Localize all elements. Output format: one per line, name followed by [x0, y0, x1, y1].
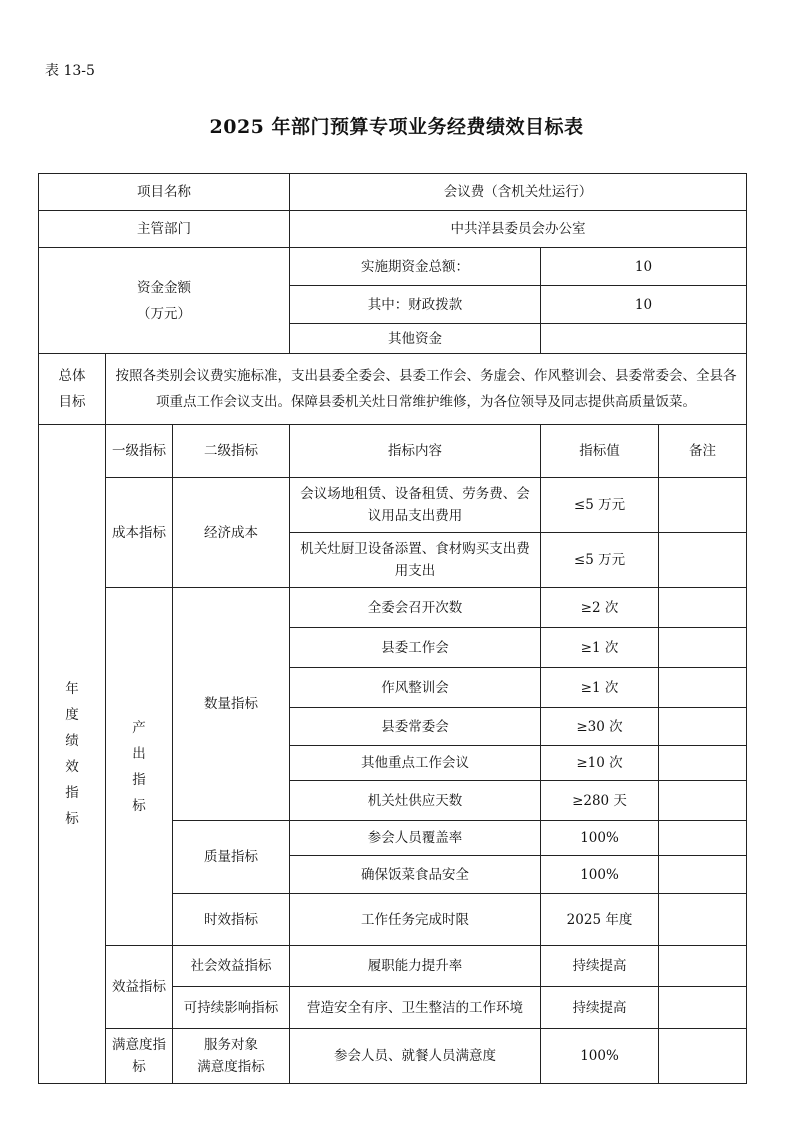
cost-remark [659, 478, 747, 533]
table-row [39, 946, 747, 987]
quantity-value: ≥1 次 [541, 628, 659, 668]
annual-char: 年 [65, 681, 79, 697]
performance-target-table [38, 173, 747, 1084]
quality-content: 参会人员覆盖率 [290, 821, 541, 856]
cost-level2: 经济成本 [173, 478, 290, 588]
quantity-remark [659, 781, 747, 821]
fund-other-value [541, 324, 747, 354]
fund-other-label: 其他资金 [290, 324, 541, 354]
satisfaction-level2-line1: 服务对象 [204, 1037, 258, 1053]
fund-fiscal-label: 其中：财政拨款 [290, 286, 541, 324]
benefit-content: 履职能力提升率 [290, 946, 541, 987]
quantity-label: 数量指标 [173, 588, 290, 821]
output-char: 出 [132, 745, 146, 762]
quantity-remark [659, 588, 747, 628]
cost-content: 机关灶厨卫设备添置、食材购买支出费用支出 [290, 533, 541, 588]
annual-char: 效 [65, 759, 79, 775]
table-row [39, 354, 747, 425]
fund-total-value: 10 [541, 248, 747, 286]
quantity-value: ≥1 次 [541, 668, 659, 708]
benefit-level2: 社会效益指标 [173, 946, 290, 987]
table-row [39, 248, 747, 286]
quantity-remark [659, 708, 747, 746]
fund-total-label: 实施期资金总额： [290, 248, 541, 286]
satisfaction-level2-line2: 满意度指标 [197, 1059, 265, 1075]
overall-target-text: 按照各类别会议费实施标准，支出县委全委会、县委工作会、务虚会、作风整训会、县委常委会、全县各项重点工作会议支出。保障县委机关灶日常维护维修，为各位领导及同志提供高质量饭菜。 [106, 354, 747, 425]
overall-target-label [39, 354, 106, 425]
annual-char: 度 [65, 707, 79, 723]
quantity-value: ≥2 次 [541, 588, 659, 628]
fund-label-line1: 资金金额 [137, 279, 191, 296]
dept-value: 中共洋县委员会办公室 [290, 211, 747, 248]
satisfaction-value: 100% [541, 1029, 659, 1084]
quantity-remark [659, 746, 747, 781]
annual-char: 绩 [65, 733, 79, 749]
quantity-value: ≥280 天 [541, 781, 659, 821]
benefit-remark [659, 987, 747, 1029]
quantity-content: 机关灶供应天数 [290, 781, 541, 821]
quality-label: 质量指标 [173, 821, 290, 894]
benefit-level1: 效益指标 [106, 946, 173, 1029]
quantity-content: 县委常委会 [290, 708, 541, 746]
table-row [39, 174, 747, 211]
satisfaction-level2 [173, 1029, 290, 1084]
cost-level1: 成本指标 [106, 478, 173, 588]
benefit-content: 营造安全有序、卫生整洁的工作环境 [290, 987, 541, 1029]
benefit-level2: 可持续影响指标 [173, 987, 290, 1029]
page-title: 2025 年部门预算专项业务经费绩效目标表 [209, 116, 584, 138]
quantity-value: ≥30 次 [541, 708, 659, 746]
table-row [39, 1029, 747, 1084]
overall-target-label-line2: 目标 [58, 394, 86, 410]
table-row [39, 211, 747, 248]
quantity-content: 其他重点工作会议 [290, 746, 541, 781]
annual-indicator-label [39, 425, 106, 1084]
quality-remark [659, 821, 747, 856]
cost-remark [659, 533, 747, 588]
quantity-content: 作风整训会 [290, 668, 541, 708]
annual-char: 标 [65, 811, 79, 827]
overall-target-label-line1: 总体 [58, 368, 86, 384]
quantity-content: 县委工作会 [290, 628, 541, 668]
quantity-remark [659, 628, 747, 668]
quality-value: 100% [541, 856, 659, 894]
output-char: 指 [132, 771, 146, 788]
table-row [39, 425, 747, 478]
header-remark: 备注 [659, 425, 747, 478]
satisfaction-level1: 满意度指标 [106, 1029, 173, 1084]
fund-fiscal-value: 10 [541, 286, 747, 324]
fund-label-line2: （万元） [137, 305, 191, 322]
dept-label: 主管部门 [39, 211, 290, 248]
table-number: 表 13-5 [45, 63, 95, 79]
benefit-value: 持续提高 [541, 946, 659, 987]
output-char: 产 [132, 719, 146, 736]
project-name-label: 项目名称 [39, 174, 290, 211]
header-content: 指标内容 [290, 425, 541, 478]
table-row [39, 588, 747, 628]
cost-content: 会议场地租赁、设备租赁、劳务费、会议用品支出费用 [290, 478, 541, 533]
quantity-content: 全委会召开次数 [290, 588, 541, 628]
timeliness-value: 2025 年度 [541, 894, 659, 946]
header-value: 指标值 [541, 425, 659, 478]
timeliness-remark [659, 894, 747, 946]
quality-remark [659, 856, 747, 894]
benefit-value: 持续提高 [541, 987, 659, 1029]
project-name-value: 会议费（含机关灶运行） [290, 174, 747, 211]
table-row [39, 478, 747, 533]
annual-char: 指 [65, 785, 79, 801]
satisfaction-remark [659, 1029, 747, 1084]
timeliness-label: 时效指标 [173, 894, 290, 946]
output-char: 标 [132, 797, 146, 814]
fund-label [39, 248, 290, 354]
quality-value: 100% [541, 821, 659, 856]
header-level1: 一级指标 [106, 425, 173, 478]
header-level2: 二级指标 [173, 425, 290, 478]
quality-content: 确保饭菜食品安全 [290, 856, 541, 894]
cost-value: ≤5 万元 [541, 533, 659, 588]
quantity-remark [659, 668, 747, 708]
satisfaction-content: 参会人员、就餐人员满意度 [290, 1029, 541, 1084]
benefit-remark [659, 946, 747, 987]
output-level1 [106, 588, 173, 946]
timeliness-content: 工作任务完成时限 [290, 894, 541, 946]
cost-value: ≤5 万元 [541, 478, 659, 533]
quantity-value: ≥10 次 [541, 746, 659, 781]
